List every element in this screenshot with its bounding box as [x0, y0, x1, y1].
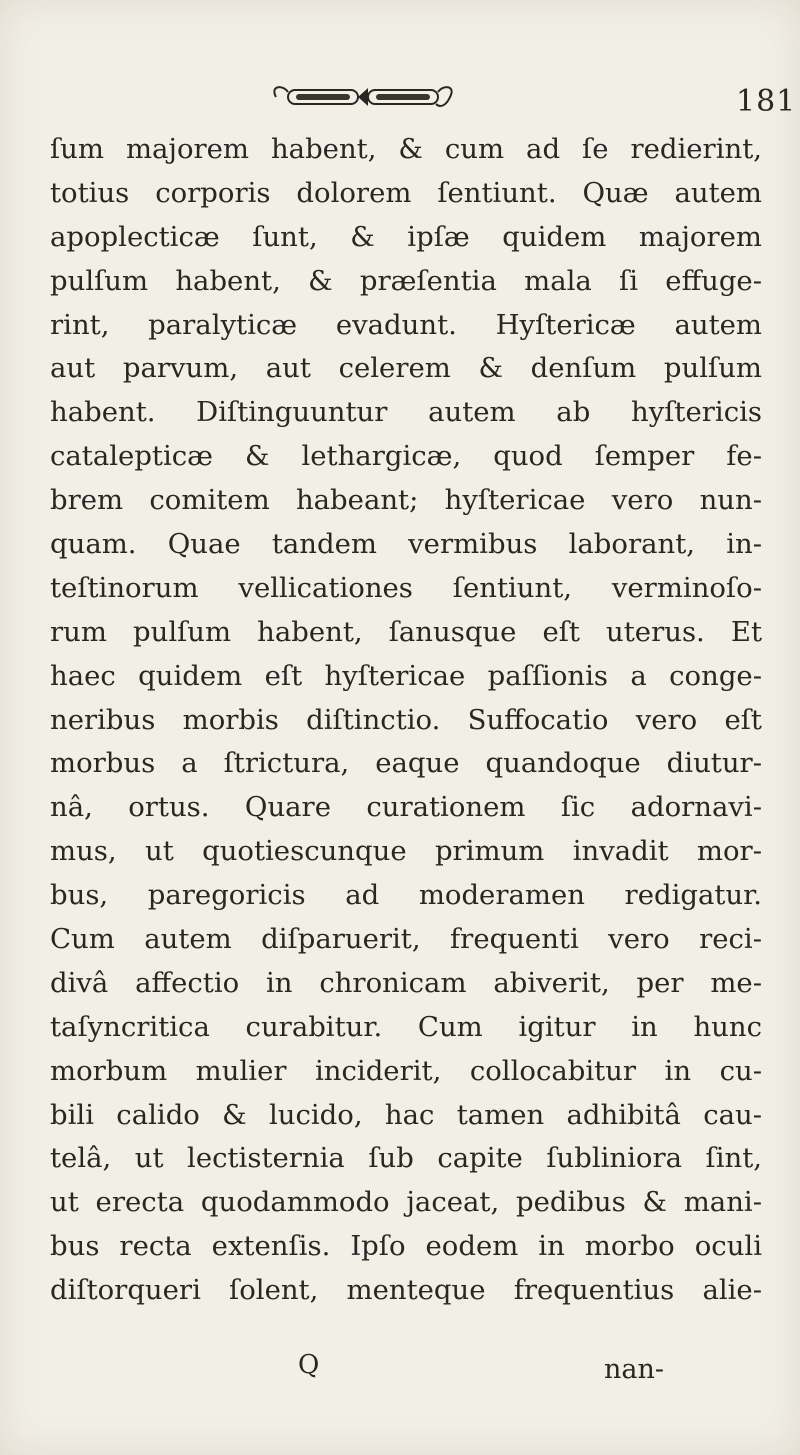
text-line: pulſum habent, & præſentia mala ſi effuge- — [50, 264, 762, 297]
text-line: catalepticæ & lethargicæ, quod ſemper fe- — [50, 440, 762, 473]
text-line: Cum autem diſparuerit, frequenti vero reci- — [50, 923, 762, 956]
text-line: rint, paralyticæ evadunt. Hyſtericæ autem — [50, 308, 762, 341]
text-line: ſum majorem habent, & cum ad ſe redierint, — [50, 133, 762, 165]
page-number: 181 — [736, 84, 797, 119]
text-line: morbum mulier inciderit, collocabitur in cu- — [50, 1054, 762, 1087]
text-line: brem comitem habeant; hyſtericae vero nun- — [50, 484, 762, 517]
text-line: nâ, ortus. Quare curationem ſic adornavi- — [50, 791, 762, 824]
text-line: diſtorqueri ſolent, menteque frequentius alie- — [50, 1274, 762, 1307]
text-line: totius corporis dolorem ſentiunt. Quæ autem — [50, 176, 762, 209]
page-footer — [0, 1350, 800, 1400]
signature-mark: Q — [298, 1350, 320, 1380]
text-line: quam. Quae tandem vermibus laborant, in- — [50, 528, 762, 561]
text-line: haec quidem eſt hyſtericae paſſionis a conge- — [50, 659, 762, 692]
text-line: morbus a ſtrictura, eaque quandoque diutur- — [50, 747, 762, 780]
header-ornament — [268, 82, 458, 112]
text-line: ut erecta quodammodo jaceat, pedibus & mani- — [50, 1186, 762, 1219]
text-line: rum pulſum habent, ſanusque eſt uterus. Et — [50, 615, 762, 648]
text-line: bili calido & lucido, hac tamen adhibitâ cau- — [50, 1098, 762, 1131]
text-line: bus, paregoricis ad moderamen redigatur. — [50, 879, 762, 912]
text-line: neribus morbis diſtinctio. Suffocatio vero eſt — [50, 703, 762, 736]
text-line: apoplecticæ ſunt, & ipſæ quidem majorem — [50, 220, 762, 253]
text-line: habent. Diſtinguuntur autem ab hyſtericis — [50, 396, 762, 429]
body-text — [50, 128, 762, 1313]
catchword: nan- — [604, 1354, 664, 1385]
text-line: aut parvum, aut celerem & denſum pulſum — [50, 352, 762, 385]
text-line: telâ, ut lectisternia ſub capite ſubliniora ſint, — [50, 1142, 762, 1175]
text-line: mus, ut quotiescunque primum invadit mor- — [50, 835, 762, 868]
text-line: bus recta extenſis. Ipſo eodem in morbo oculi — [50, 1230, 762, 1263]
text-line: taſyncritica curabitur. Cum igitur in hunc — [50, 1010, 762, 1043]
text-line: divâ affectio in chronicam abiverit, per me- — [50, 966, 762, 999]
text-line: teſtinorum vellicationes ſentiunt, verminoſo- — [50, 571, 762, 604]
